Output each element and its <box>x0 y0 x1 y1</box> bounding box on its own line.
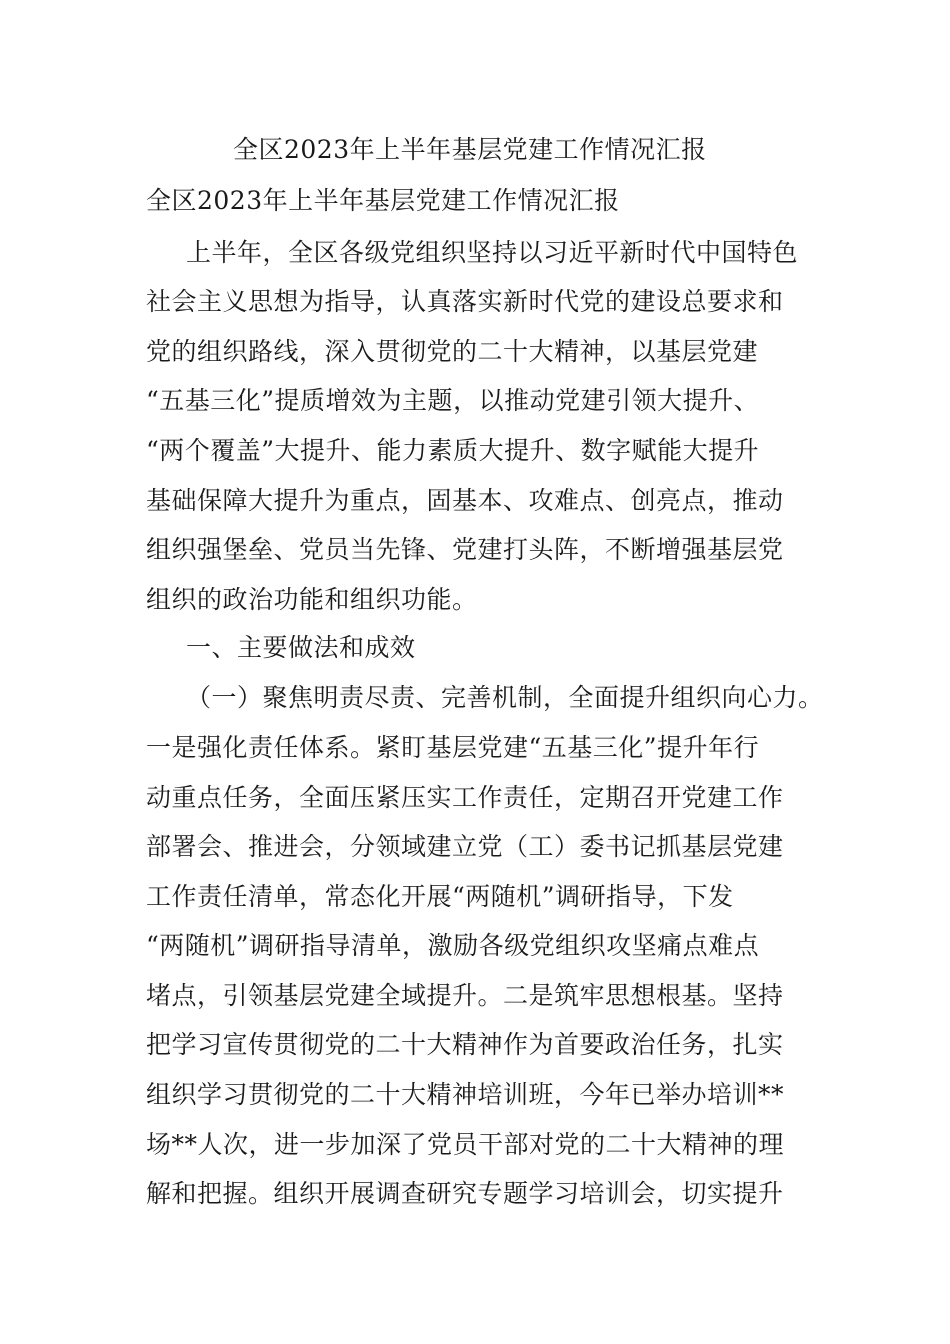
body-line-8: 组织的政治功能和组织功能。 <box>146 585 478 614</box>
body-line-13: 部署会、推进会，分领域建立党（工）委书记抓基层党建 <box>146 832 784 861</box>
body-line-17: 把学习宣传贯彻党的二十大精神作为首要政治任务，扎实 <box>146 1030 784 1059</box>
body-line-6: 基础保障大提升为重点，固基本、攻难点、创亮点，推动 <box>146 486 784 515</box>
document-title: 全区2023年上半年基层党建工作情况汇报 <box>233 135 707 164</box>
body-line-4: “五基三化”提质增效为主题，以推动党建引领大提升、 <box>146 386 760 415</box>
body-line-2: 社会主义思想为指导，认真落实新时代党的建设总要求和 <box>146 287 784 316</box>
body-line-18: 组织学习贯彻党的二十大精神培训班，今年已举办培训** <box>146 1080 785 1109</box>
subsection-heading-1: （一）聚焦明责尽责、完善机制，全面提升组织向心力。 <box>186 683 824 712</box>
body-line-7: 组织强堡垒、党员当先锋、党建打头阵，不断增强基层党 <box>146 535 784 564</box>
section-heading-1: 一、主要做法和成效 <box>186 633 416 662</box>
body-line-19: 场**人次，进一步加深了党员干部对党的二十大精神的理 <box>146 1130 785 1159</box>
body-line-5: “两个覆盖”大提升、能力素质大提升、数字赋能大提升 <box>146 436 760 465</box>
body-line-16: 堵点，引领基层党建全域提升。二是筑牢思想根基。坚持 <box>146 981 784 1010</box>
body-line-20: 解和把握。组织开展调查研究专题学习培训会，切实提升 <box>146 1179 784 1208</box>
body-line-14: 工作责任清单，常态化开展“两随机”调研指导，下发 <box>146 882 734 911</box>
body-line-3: 党的组织路线，深入贯彻党的二十大精神，以基层党建 <box>146 337 759 366</box>
body-line-15: “两随机”调研指导清单，激励各级党组织攻坚痛点难点 <box>146 931 760 960</box>
body-line-1: 上半年，全区各级党组织坚持以习近平新时代中国特色 <box>186 238 799 267</box>
body-line-11: 一是强化责任体系。紧盯基层党建“五基三化”提升年行 <box>146 733 760 762</box>
document-subtitle: 全区2023年上半年基层党建工作情况汇报 <box>146 186 620 215</box>
body-line-12: 动重点任务，全面压紧压实工作责任，定期召开党建工作 <box>146 783 784 812</box>
